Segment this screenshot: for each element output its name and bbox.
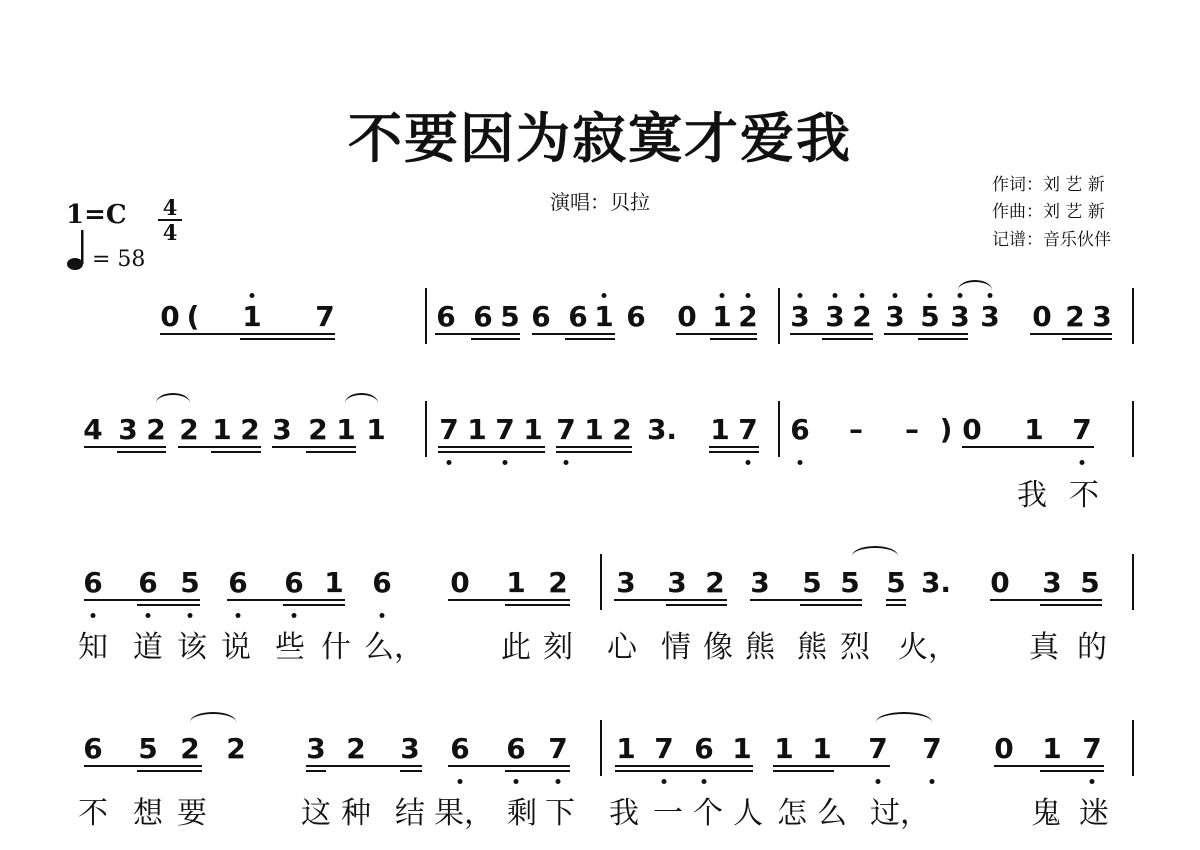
note: 6 bbox=[228, 566, 248, 599]
note: 1 bbox=[336, 413, 356, 446]
lyric-syllable: 刻 bbox=[543, 630, 573, 665]
key-signature: 1=C bbox=[66, 200, 127, 230]
note: 0 bbox=[962, 413, 982, 446]
note: 1 bbox=[212, 413, 232, 446]
lyric-syllable: 鬼 bbox=[1031, 796, 1061, 831]
beam-underline bbox=[556, 446, 632, 448]
beam-underline bbox=[614, 599, 727, 601]
lyric-syllable: 心 bbox=[607, 630, 637, 665]
note: 6 bbox=[450, 732, 470, 765]
beam-underline bbox=[178, 446, 261, 448]
beam-underline bbox=[438, 451, 545, 453]
beam-underline bbox=[709, 451, 759, 453]
barline bbox=[1132, 288, 1134, 344]
tie-slur bbox=[190, 712, 236, 722]
note: 3 bbox=[980, 300, 1000, 333]
beam-underline bbox=[709, 446, 759, 448]
note: 2 bbox=[240, 413, 260, 446]
octave-dot-low bbox=[146, 613, 151, 618]
barline bbox=[778, 401, 780, 457]
octave-dot-low bbox=[876, 779, 881, 784]
beam-underline bbox=[1030, 333, 1112, 335]
lyric-syllable: 此 bbox=[501, 630, 531, 665]
lyric-syllable: 剩 bbox=[507, 796, 537, 831]
beam-underline bbox=[306, 765, 422, 767]
note: 0 bbox=[1032, 300, 1052, 333]
note: 7 bbox=[495, 413, 515, 446]
lyric-syllable: 说 bbox=[221, 630, 251, 665]
note: 1 bbox=[467, 413, 487, 446]
note: 7 bbox=[738, 413, 758, 446]
lyric-syllable: 我 bbox=[609, 796, 639, 831]
note: 3 bbox=[118, 413, 138, 446]
note: 3 bbox=[1042, 566, 1062, 599]
note: 7 bbox=[1072, 413, 1092, 446]
lyric-syllable: 熊 bbox=[797, 630, 827, 665]
note: 0 bbox=[160, 300, 180, 333]
beam-underline bbox=[240, 338, 335, 340]
note: ( bbox=[186, 300, 200, 333]
lyric-syllable: 果， bbox=[434, 796, 494, 831]
note: 2 bbox=[612, 413, 632, 446]
beam-underline bbox=[84, 599, 200, 601]
note: 6 bbox=[284, 566, 304, 599]
octave-dot-high bbox=[893, 293, 898, 298]
tie-slur bbox=[876, 712, 932, 722]
beam-underline bbox=[435, 333, 520, 335]
note: 1 bbox=[523, 413, 543, 446]
note: 0 bbox=[450, 566, 470, 599]
octave-dot-low bbox=[292, 613, 297, 618]
note: 4 bbox=[83, 413, 103, 446]
lyric-syllable: 想 bbox=[133, 796, 163, 831]
barline bbox=[600, 554, 602, 610]
lyric-syllable: 下 bbox=[545, 796, 575, 831]
note: 1 bbox=[712, 300, 732, 333]
tie-slur bbox=[958, 280, 992, 290]
octave-dot-high bbox=[798, 293, 803, 298]
note: 3 bbox=[400, 732, 420, 765]
note: 3 bbox=[616, 566, 636, 599]
octave-dot-high bbox=[958, 293, 963, 298]
beam-underline bbox=[227, 599, 345, 601]
note: 1 bbox=[366, 413, 386, 446]
beam-underline bbox=[1040, 770, 1104, 772]
note: 3. bbox=[920, 566, 952, 599]
beam-underline bbox=[884, 333, 968, 335]
octave-dot-low bbox=[236, 613, 241, 618]
beam-underline bbox=[84, 765, 202, 767]
lyric-syllable: 不 bbox=[78, 796, 108, 831]
lyric-syllable: 种 bbox=[341, 796, 371, 831]
beam-underline bbox=[800, 604, 862, 606]
barline bbox=[1132, 401, 1134, 457]
beam-underline bbox=[283, 604, 345, 606]
barline bbox=[1132, 554, 1134, 610]
beam-underline bbox=[615, 765, 753, 767]
beam-underline bbox=[448, 765, 570, 767]
tie-slur bbox=[156, 393, 190, 403]
octave-dot-low bbox=[662, 779, 667, 784]
composer-credit: 作曲：刘 艺 新 bbox=[992, 202, 1105, 222]
beam-underline bbox=[676, 333, 757, 335]
note: 7 bbox=[315, 300, 335, 333]
note: 7 bbox=[654, 732, 674, 765]
note: 1 bbox=[584, 413, 604, 446]
lyric-syllable: 个 bbox=[693, 796, 723, 831]
lyric-syllable: 烈 bbox=[840, 630, 870, 665]
note: 3. bbox=[646, 413, 678, 446]
lyric-syllable: 该 bbox=[177, 630, 207, 665]
lyric-syllable: 熊 bbox=[745, 630, 775, 665]
note: 3 bbox=[750, 566, 770, 599]
lyric-syllable: 要 bbox=[177, 796, 207, 831]
lyricist-credit: 作词：刘 艺 新 bbox=[992, 175, 1105, 195]
lyric-syllable: 知 bbox=[78, 630, 108, 665]
note: ) bbox=[939, 413, 953, 446]
note: 5 bbox=[500, 300, 520, 333]
note: 7 bbox=[1082, 732, 1102, 765]
beam-underline bbox=[962, 446, 1094, 448]
note: 2 bbox=[1065, 300, 1085, 333]
beam-underline bbox=[117, 451, 166, 453]
octave-dot-high bbox=[860, 293, 865, 298]
note: 2 bbox=[738, 300, 758, 333]
note: 7 bbox=[868, 732, 888, 765]
note: 6 bbox=[473, 300, 493, 333]
note: 1 bbox=[242, 300, 262, 333]
note: – bbox=[849, 413, 863, 446]
beam-underline bbox=[615, 770, 753, 772]
octave-dot-high bbox=[250, 293, 255, 298]
note: – bbox=[905, 413, 919, 446]
note: 1 bbox=[324, 566, 344, 599]
note: 6 bbox=[626, 300, 646, 333]
lyric-syllable: 道 bbox=[133, 630, 163, 665]
octave-dot-high bbox=[720, 293, 725, 298]
note: 1 bbox=[594, 300, 614, 333]
note: 6 bbox=[790, 413, 810, 446]
octave-dot-low bbox=[798, 460, 803, 465]
note: 3 bbox=[272, 413, 292, 446]
lyric-syllable: 情 bbox=[661, 630, 691, 665]
octave-dot-low bbox=[514, 779, 519, 784]
note: 1 bbox=[506, 566, 526, 599]
octave-dot-low bbox=[564, 460, 569, 465]
note: 1 bbox=[732, 732, 752, 765]
beam-underline bbox=[773, 770, 834, 772]
lyric-syllable: 什 bbox=[321, 630, 351, 665]
beam-underline bbox=[565, 338, 615, 340]
beam-underline bbox=[505, 604, 570, 606]
lyric-syllable: 我 bbox=[1017, 478, 1047, 513]
tie-slur bbox=[852, 546, 898, 556]
note: 2 bbox=[705, 566, 725, 599]
beam-underline bbox=[137, 770, 202, 772]
lyric-syllable: 过， bbox=[870, 796, 930, 831]
note: 3 bbox=[950, 300, 970, 333]
note: 1 bbox=[710, 413, 730, 446]
octave-dot-low bbox=[503, 460, 508, 465]
note: 6 bbox=[694, 732, 714, 765]
note: 3 bbox=[790, 300, 810, 333]
note: 0 bbox=[990, 566, 1010, 599]
beam-underline bbox=[990, 599, 1102, 601]
beam-underline bbox=[994, 765, 1104, 767]
beam-underline bbox=[532, 333, 615, 335]
time-signature bbox=[158, 197, 182, 243]
barline bbox=[1132, 720, 1134, 776]
beam-underline bbox=[471, 338, 520, 340]
beam-underline bbox=[306, 770, 326, 772]
barline bbox=[778, 288, 780, 344]
octave-dot-low bbox=[447, 460, 452, 465]
note: 5 bbox=[802, 566, 822, 599]
note: 0 bbox=[677, 300, 697, 333]
beam-underline bbox=[886, 604, 906, 606]
note: 3 bbox=[885, 300, 905, 333]
lyric-syllable: 人 bbox=[733, 796, 763, 831]
note: 3 bbox=[825, 300, 845, 333]
octave-dot-low bbox=[91, 613, 96, 618]
octave-dot-high bbox=[928, 293, 933, 298]
note: 3 bbox=[667, 566, 687, 599]
octave-dot-low bbox=[556, 779, 561, 784]
lyric-syllable: 迷 bbox=[1079, 796, 1109, 831]
note: 5 bbox=[1080, 566, 1100, 599]
octave-dot-low bbox=[1080, 460, 1085, 465]
note: 1 bbox=[616, 732, 636, 765]
note: 6 bbox=[83, 732, 103, 765]
beam-underline bbox=[272, 446, 356, 448]
note: 6 bbox=[506, 732, 526, 765]
note: 1 bbox=[774, 732, 794, 765]
note: 6 bbox=[138, 566, 158, 599]
beam-underline bbox=[750, 599, 862, 601]
note: 2 bbox=[308, 413, 328, 446]
note: 6 bbox=[436, 300, 456, 333]
note: 5 bbox=[920, 300, 940, 333]
note: 6 bbox=[372, 566, 392, 599]
note: 5 bbox=[180, 566, 200, 599]
note: 6 bbox=[568, 300, 588, 333]
lyric-syllable: 一 bbox=[653, 796, 683, 831]
tie-slur bbox=[345, 393, 378, 403]
beam-underline bbox=[666, 604, 727, 606]
transcriber-credit: 记谱：音乐伙伴 bbox=[992, 230, 1111, 250]
beam-underline bbox=[306, 451, 356, 453]
lyric-syllable: 么， bbox=[364, 630, 424, 665]
beam-underline bbox=[84, 446, 166, 448]
beam-underline bbox=[918, 338, 968, 340]
lyric-syllable: 些 bbox=[275, 630, 305, 665]
beam-underline bbox=[448, 599, 570, 601]
note: 6 bbox=[531, 300, 551, 333]
song-title: 不要因为寂寞才爱我 bbox=[348, 106, 852, 170]
barline bbox=[425, 288, 427, 344]
note: 2 bbox=[226, 732, 246, 765]
octave-dot-high bbox=[988, 293, 993, 298]
lyric-syllable: 的 bbox=[1077, 630, 1107, 665]
beam-underline bbox=[822, 338, 873, 340]
beam-underline bbox=[773, 765, 890, 767]
time-signature-top: 4 bbox=[162, 195, 178, 220]
beam-underline bbox=[211, 451, 261, 453]
barline bbox=[425, 401, 427, 457]
note: 7 bbox=[548, 732, 568, 765]
octave-dot-low bbox=[930, 779, 935, 784]
note: 6 bbox=[83, 566, 103, 599]
beam-underline bbox=[556, 451, 632, 453]
octave-dot-high bbox=[833, 293, 838, 298]
note: 2 bbox=[548, 566, 568, 599]
note: 1 bbox=[1042, 732, 1062, 765]
beam-underline bbox=[886, 599, 906, 601]
octave-dot-high bbox=[602, 293, 607, 298]
octave-dot-low bbox=[458, 779, 463, 784]
lyric-syllable: 像 bbox=[703, 630, 733, 665]
beam-underline bbox=[1040, 604, 1102, 606]
octave-dot-low bbox=[188, 613, 193, 618]
note: 7 bbox=[922, 732, 942, 765]
lyric-syllable: 怎 bbox=[777, 796, 807, 831]
note: 1 bbox=[1024, 413, 1044, 446]
octave-dot-high bbox=[746, 293, 751, 298]
note: 3 bbox=[1092, 300, 1112, 333]
beam-underline bbox=[790, 333, 873, 335]
quarter-note-icon bbox=[66, 228, 92, 272]
note: 5 bbox=[886, 566, 906, 599]
note: 3 bbox=[306, 732, 326, 765]
note: 2 bbox=[346, 732, 366, 765]
note: 2 bbox=[852, 300, 872, 333]
note: 7 bbox=[556, 413, 576, 446]
barline bbox=[600, 720, 602, 776]
note: 0 bbox=[994, 732, 1014, 765]
lyric-syllable: 真 bbox=[1029, 630, 1059, 665]
lyric-syllable: 不 bbox=[1069, 478, 1099, 513]
note: 7 bbox=[439, 413, 459, 446]
beam-underline bbox=[137, 604, 200, 606]
note: 2 bbox=[179, 413, 199, 446]
lyric-syllable: 结 bbox=[395, 796, 425, 831]
time-signature-bottom: 4 bbox=[162, 220, 178, 245]
note: 1 bbox=[812, 732, 832, 765]
beam-underline bbox=[710, 338, 757, 340]
beam-underline bbox=[400, 770, 422, 772]
note: 2 bbox=[180, 732, 200, 765]
beam-underline bbox=[505, 770, 570, 772]
octave-dot-low bbox=[746, 460, 751, 465]
lyric-syllable: 火， bbox=[898, 630, 958, 665]
beam-underline bbox=[1062, 338, 1112, 340]
note: 5 bbox=[138, 732, 158, 765]
beam-underline bbox=[160, 333, 335, 335]
octave-dot-low bbox=[380, 613, 385, 618]
beam-underline bbox=[438, 446, 545, 448]
note: 5 bbox=[840, 566, 860, 599]
lyric-syllable: 么 bbox=[817, 796, 847, 831]
tempo-marking: = 58 bbox=[92, 247, 146, 272]
singer-credit: 演唱：贝拉 bbox=[550, 190, 650, 214]
octave-dot-low bbox=[1090, 779, 1095, 784]
note: 2 bbox=[146, 413, 166, 446]
lyric-syllable: 这 bbox=[301, 796, 331, 831]
octave-dot-low bbox=[702, 779, 707, 784]
